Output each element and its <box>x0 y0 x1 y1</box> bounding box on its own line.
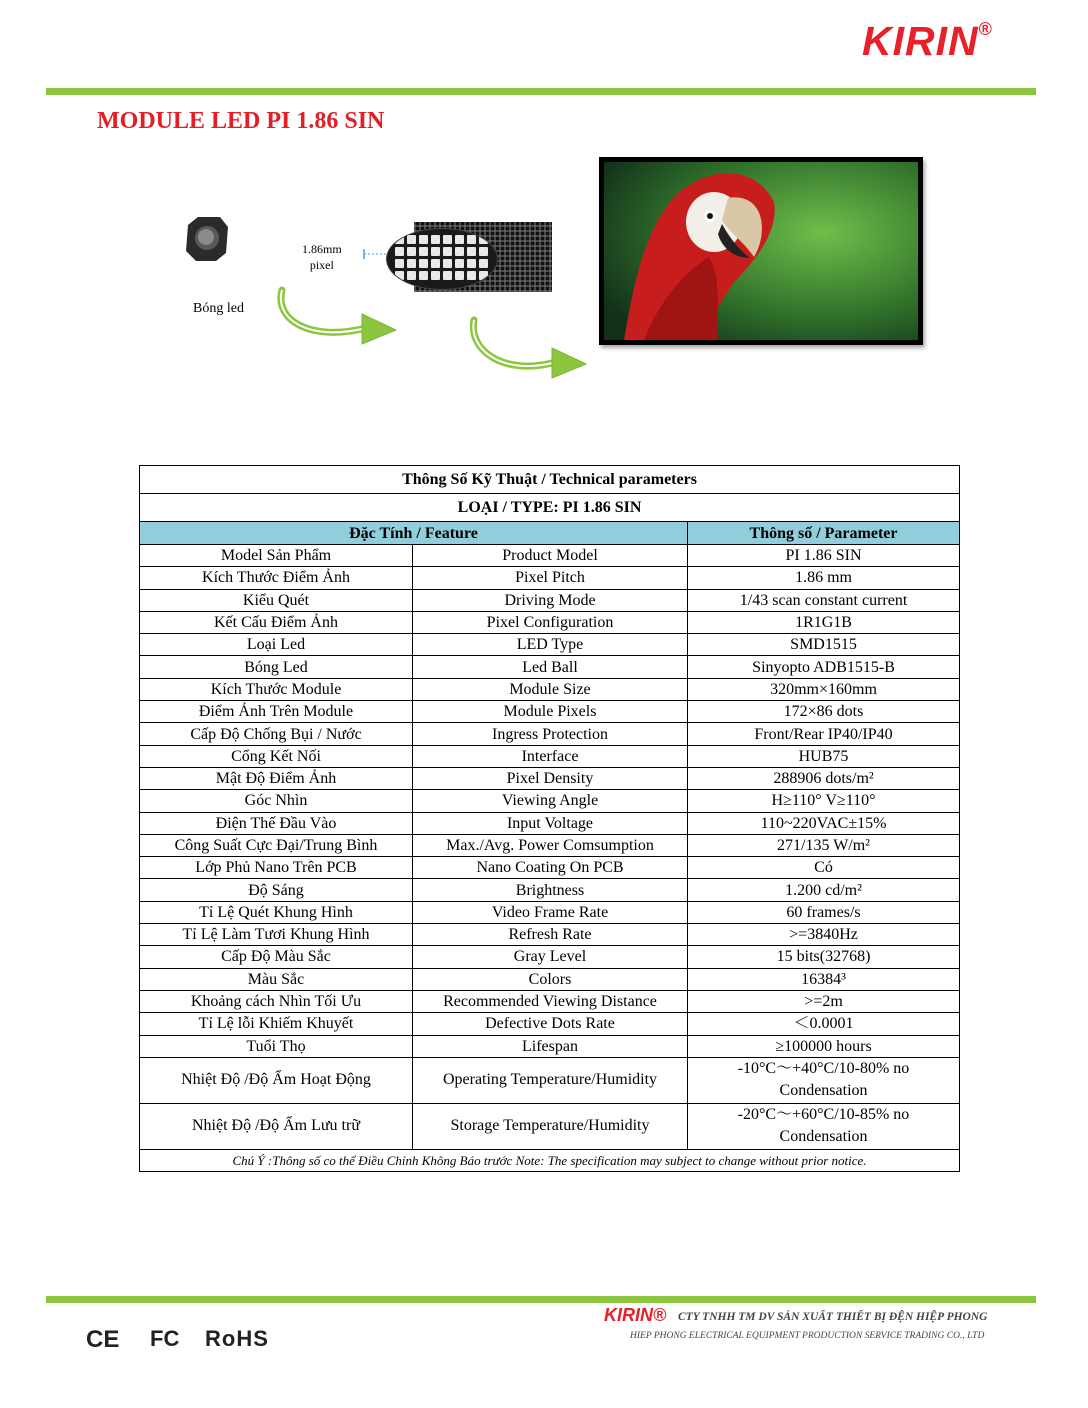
pixel-dot <box>443 235 452 244</box>
feature-vn-cell: Công Suất Cực Đại/Trung Bình <box>140 834 413 856</box>
feature-vn-cell: Màu Sắc <box>140 968 413 990</box>
feature-en-cell: Refresh Rate <box>413 924 688 946</box>
kirin-logo: KIRIN® <box>862 18 993 64</box>
feature-en-cell: Pixel Pitch <box>413 567 688 589</box>
parameter-cell: 1R1G1B <box>688 611 960 633</box>
feature-en-cell: Input Voltage <box>413 812 688 834</box>
pitch-unit: pixel <box>309 258 334 272</box>
table-row <box>140 901 960 923</box>
feature-en-cell: Driving Mode <box>413 589 688 611</box>
parameter-cell: 1.200 cd/m² <box>688 879 960 901</box>
table-note: Chú Ý :Thông số co thể Điều Chỉnh Không Báo trước Note: The specification may subject to change without prior notice. <box>140 1149 960 1171</box>
page-title: MODULE LED PI 1.86 SIN <box>97 108 385 134</box>
pixel-dot <box>419 271 428 280</box>
parameter-cell <box>688 1103 960 1149</box>
table-row <box>140 745 960 767</box>
feature-vn-cell: Tỉ Lệ Quét Khung Hình <box>140 901 413 923</box>
parameter-cell: >=2m <box>688 990 960 1012</box>
feature-vn-cell: Loại Led <box>140 634 413 656</box>
feature-vn-cell: Cấp Độ Màu Sắc <box>140 946 413 968</box>
pixel-dot <box>467 259 476 268</box>
feature-en-cell: Led Ball <box>413 656 688 678</box>
feature-en-cell: Pixel Configuration <box>413 611 688 633</box>
parameter-cell: 1.86 mm <box>688 567 960 589</box>
pixel-dot <box>479 259 488 268</box>
parameter-cell: >=3840Hz <box>688 924 960 946</box>
feature-vn-cell: Khoảng cách Nhìn Tối Ưu <box>140 990 413 1012</box>
rohs-mark: RoHS <box>205 1326 269 1351</box>
parameter-cell: 16384³ <box>688 968 960 990</box>
pitch-caption <box>302 241 342 273</box>
pixel-dot <box>419 235 428 244</box>
parameter-line: -10°C～+40°C/10-80% no <box>737 1060 910 1078</box>
parameter-line: Condensation <box>779 1128 868 1146</box>
feature-vn-cell: Kiểu Quét <box>140 589 413 611</box>
pixel-dot <box>455 247 464 256</box>
pixel-dot <box>479 271 488 280</box>
footer-divider <box>46 1296 1036 1303</box>
feature-vn-cell: Model Sản Phẩm <box>140 545 413 567</box>
parameter-cell: SMD1515 <box>688 634 960 656</box>
table-row <box>140 834 960 856</box>
table-row <box>140 812 960 834</box>
feature-en-cell: Brightness <box>413 879 688 901</box>
table-type: LOẠI / TYPE: PI 1.86 SIN <box>140 494 960 522</box>
pixel-dot <box>419 247 428 256</box>
feature-en-cell: Ingress Protection <box>413 723 688 745</box>
pixel-dot <box>467 271 476 280</box>
table-row <box>140 1013 960 1035</box>
table-title-row <box>140 466 960 494</box>
feature-en-cell: Video Frame Rate <box>413 901 688 923</box>
feature-vn-cell: Điểm Ảnh Trên Module <box>140 701 413 723</box>
parameter-cell: Có <box>688 857 960 879</box>
feature-en-cell: Colors <box>413 968 688 990</box>
feature-en-cell: Max./Avg. Power Comsumption <box>413 834 688 856</box>
parameter-cell: Sinyopto ADB1515-B <box>688 656 960 678</box>
feature-en-cell: Pixel Density <box>413 767 688 789</box>
feature-vn-cell: Kích Thước Điểm Ảnh <box>140 567 413 589</box>
feature-vn-cell: Độ Sáng <box>140 879 413 901</box>
pixel-dot <box>467 247 476 256</box>
table-row <box>140 857 960 879</box>
feature-vn-cell: Cấp Độ Chống Bụi / Nước <box>140 723 413 745</box>
feature-vn-cell: Mật Độ Điểm Ảnh <box>140 767 413 789</box>
table-row-tall <box>140 1057 960 1103</box>
feature-vn-cell: Bóng Led <box>140 656 413 678</box>
pixel-dot <box>455 259 464 268</box>
pitch-marker-icon <box>360 246 390 262</box>
pixel-dot <box>443 259 452 268</box>
pixel-dot <box>407 235 416 244</box>
pixel-dot <box>455 271 464 280</box>
curved-arrow-icon <box>270 280 410 350</box>
feature-vn-cell: Kết Cấu Điểm Ảnh <box>140 611 413 633</box>
pixel-dot <box>395 259 404 268</box>
spec-table <box>139 465 960 1172</box>
pixel-dot <box>407 259 416 268</box>
table-row <box>140 790 960 812</box>
parameter-cell: 110~220VAC±15% <box>688 812 960 834</box>
parameter-line: Condensation <box>779 1082 868 1100</box>
table-row <box>140 1035 960 1057</box>
parameter-cell: 320mm×160mm <box>688 678 960 700</box>
pixel-dot <box>443 271 452 280</box>
pixel-dot <box>455 235 464 244</box>
feature-en-cell: Operating Temperature/Humidity <box>413 1057 688 1103</box>
parrot-display-photo <box>599 157 923 345</box>
parameter-cell: H≥110° V≥110° <box>688 790 960 812</box>
pixel-dot <box>443 247 452 256</box>
pixel-dot <box>431 235 440 244</box>
feature-vn-cell: Góc Nhìn <box>140 790 413 812</box>
pixel-dot <box>479 235 488 244</box>
pixel-dot <box>407 271 416 280</box>
pixel-dot <box>395 247 404 256</box>
feature-vn-cell: Điện Thế Đầu Vào <box>140 812 413 834</box>
feature-vn-cell: Tỉ Lệ Làm Tươi Khung Hình <box>140 924 413 946</box>
pixel-dot <box>479 247 488 256</box>
feature-en-cell: Storage Temperature/Humidity <box>413 1103 688 1149</box>
parameter-cell: Front/Rear IP40/IP40 <box>688 723 960 745</box>
header-feature: Đặc Tính / Feature <box>140 522 688 545</box>
feature-en-cell: Module Size <box>413 678 688 700</box>
led-chip-image <box>184 215 230 265</box>
table-title: Thông Số Kỹ Thuật / Technical parameters <box>140 466 960 494</box>
pixel-dot <box>431 259 440 268</box>
curved-arrow-icon-2 <box>462 312 602 384</box>
table-row <box>140 723 960 745</box>
table-row <box>140 968 960 990</box>
company-name-vn: CTY TNHH TM DV SẢN XUẤT THIẾT BỊ ĐỆN HIỆP PHONG <box>678 1311 988 1323</box>
pitch-value: 1.86mm <box>302 242 342 256</box>
feature-en-cell: Gray Level <box>413 946 688 968</box>
parameter-cell: PI 1.86 SIN <box>688 545 960 567</box>
feature-vn-cell: Lớp Phủ Nano Trên PCB <box>140 857 413 879</box>
feature-en-cell: Nano Coating On PCB <box>413 857 688 879</box>
table-row <box>140 611 960 633</box>
parameter-cell: 60 frames/s <box>688 901 960 923</box>
table-row <box>140 589 960 611</box>
parameter-cell: HUB75 <box>688 745 960 767</box>
feature-vn-cell: Cổng Kết Nối <box>140 745 413 767</box>
fcc-mark: FC <box>150 1326 180 1351</box>
table-row <box>140 545 960 567</box>
feature-en-cell: Module Pixels <box>413 701 688 723</box>
led-caption: Bóng led <box>193 301 244 316</box>
footer-logo: KIRIN® <box>604 1305 667 1325</box>
header-divider <box>46 88 1036 95</box>
feature-en-cell: Lifespan <box>413 1035 688 1057</box>
table-row <box>140 924 960 946</box>
feature-en-cell: Interface <box>413 745 688 767</box>
parameter-cell: ＜0.0001 <box>688 1013 960 1035</box>
pixel-dot <box>407 247 416 256</box>
header-parameter: Thông số / Parameter <box>688 522 960 545</box>
parameter-cell: 1/43 scan constant current <box>688 589 960 611</box>
company-name-en: HIEP PHONG ELECTRICAL EQUIPMENT PRODUCTION SERVICE TRADING CO., LTD <box>630 1331 985 1341</box>
pixel-dot <box>395 271 404 280</box>
feature-en-cell: Viewing Angle <box>413 790 688 812</box>
feature-en-cell: LED Type <box>413 634 688 656</box>
table-header-row <box>140 522 960 545</box>
parameter-cell <box>688 1057 960 1103</box>
pixel-dot <box>467 235 476 244</box>
table-row <box>140 879 960 901</box>
feature-en-cell: Recommended Viewing Distance <box>413 990 688 1012</box>
table-row <box>140 634 960 656</box>
parameter-cell: 15 bits(32768) <box>688 946 960 968</box>
parameter-cell: 271/135 W/m² <box>688 834 960 856</box>
table-row <box>140 567 960 589</box>
table-row-tall <box>140 1103 960 1149</box>
pixel-dot <box>419 259 428 268</box>
feature-vn-cell: Nhiệt Độ /Độ Ẩm Hoạt Động <box>140 1057 413 1103</box>
table-row <box>140 946 960 968</box>
parameter-cell: ≥100000 hours <box>688 1035 960 1057</box>
table-row <box>140 767 960 789</box>
pixel-dot <box>395 235 404 244</box>
table-type-row <box>140 494 960 522</box>
parameter-cell: 288906 dots/m² <box>688 767 960 789</box>
feature-en-cell: Product Model <box>413 545 688 567</box>
parameter-line: -20°C～+60°C/10-85% no <box>737 1106 910 1124</box>
table-row <box>140 656 960 678</box>
table-row <box>140 701 960 723</box>
table-row <box>140 678 960 700</box>
parameter-cell: 172×86 dots <box>688 701 960 723</box>
table-row <box>140 990 960 1012</box>
feature-vn-cell: Kích Thước Module <box>140 678 413 700</box>
pixel-dot <box>431 271 440 280</box>
feature-vn-cell: Tỉ Lệ lỗi Khiếm Khuyết <box>140 1013 413 1035</box>
feature-vn-cell: Nhiệt Độ /Độ Ẩm Lưu trữ <box>140 1103 413 1149</box>
ce-mark: CE <box>86 1326 120 1353</box>
feature-vn-cell: Tuổi Thọ <box>140 1035 413 1057</box>
feature-en-cell: Defective Dots Rate <box>413 1013 688 1035</box>
pixel-dot <box>431 247 440 256</box>
table-note-row <box>140 1149 960 1171</box>
